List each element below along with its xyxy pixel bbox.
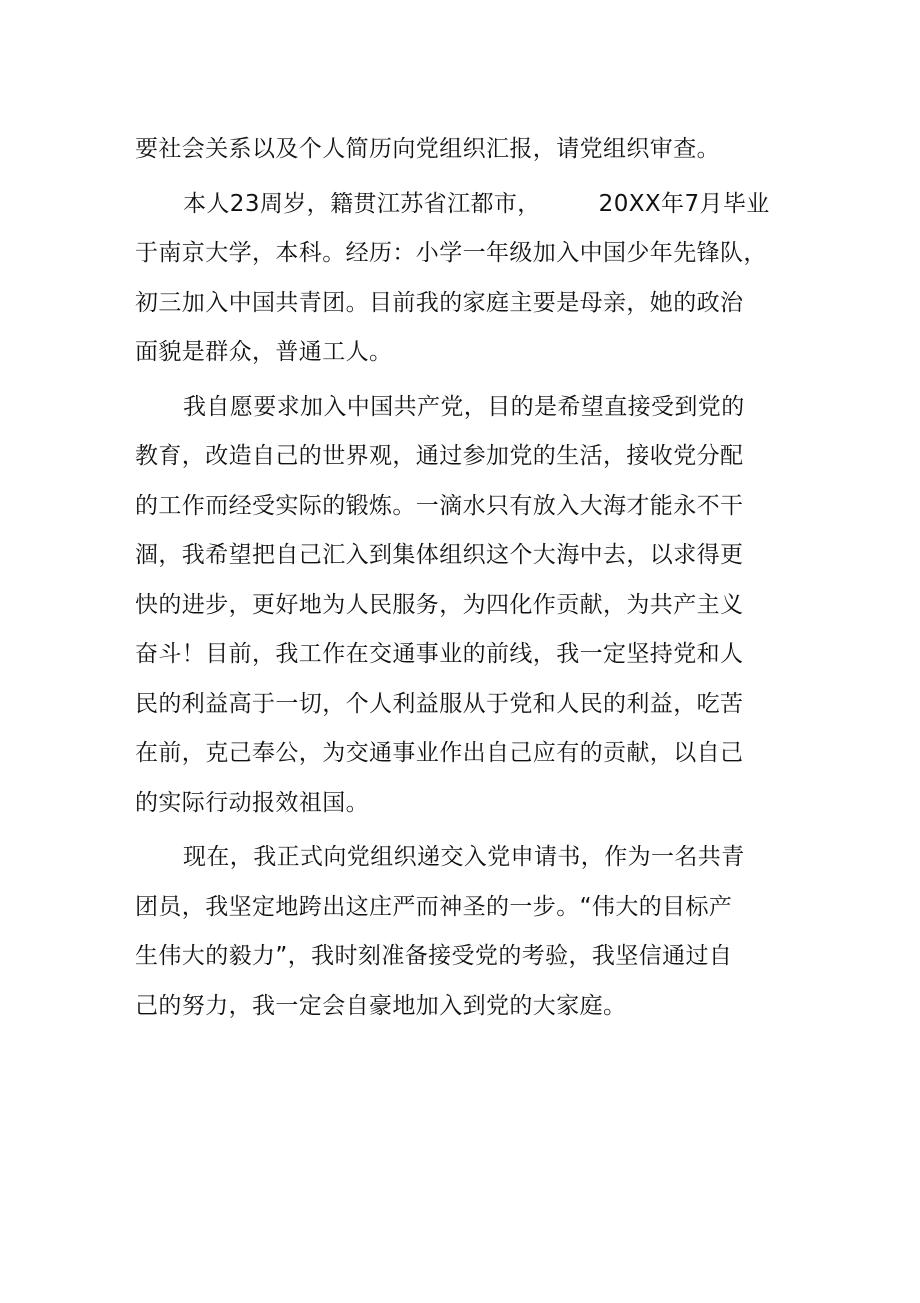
paragraph-line: 快的进步，更好地为人民服务，为四化作贡献，为共产主义 xyxy=(135,591,744,618)
paragraph-line: 面貌是群众，普通工人。 xyxy=(135,339,393,365)
paragraph-line: 在前，克己奉公，为交通事业作出自己应有的贡献，以自己 xyxy=(135,740,744,766)
paragraph-line: 奋斗！目前，我工作在交通事业的前线，我一定坚持党和人 xyxy=(135,641,744,667)
paragraph-line: 现在，我正式向党组织递交入党申请书，作为一名共青 xyxy=(183,844,745,870)
paragraph-line: 教育，改造自己的世界观，通过参加党的生活，接收党分配 xyxy=(135,443,744,469)
paragraph-line: 初三加入中国共青团。目前我的家庭主要是母亲，她的政治 xyxy=(135,289,744,316)
paragraph-text: 20XX年7月毕业 xyxy=(598,190,770,217)
paragraph-line: 的工作而经受实际的锻炼。一滴水只有放入大海才能永不干 xyxy=(135,492,744,519)
paragraph-line: 要社会关系以及个人简历向党组织汇报，请党组织审查。 xyxy=(135,136,720,162)
paragraph-line: 民的利益高于一切，个人利益服从于党和人民的利益，吃苦 xyxy=(135,690,744,717)
paragraph-line: 团员，我坚定地跨出这庄严而神圣的一步。“伟大的目标产 xyxy=(135,893,733,920)
paragraph-line: 我自愿要求加入中国共产党，目的是希望直接受到党的 xyxy=(183,393,745,420)
document-body xyxy=(135,125,770,1031)
paragraph-line: 的实际行动报效祖国。 xyxy=(135,789,369,816)
paragraph-line: 于南京大学，本科。经历：小学一年级加入中国少年先锋队， xyxy=(135,240,767,266)
paragraph-text: 本人23周岁，籍贯江苏省江都市， xyxy=(183,190,541,217)
paragraph-line: 己的努力，我一定会自豪地加入到党的大家庭。 xyxy=(135,992,627,1019)
paragraph-line xyxy=(135,180,770,230)
paragraph-line: 生伟大的毅力”，我时刻准备接受党的考验，我坚信通过自 xyxy=(135,943,733,969)
paragraph-line: 涸，我希望把自己汇入到集体组织这个大海中去，以求得更 xyxy=(135,542,744,568)
